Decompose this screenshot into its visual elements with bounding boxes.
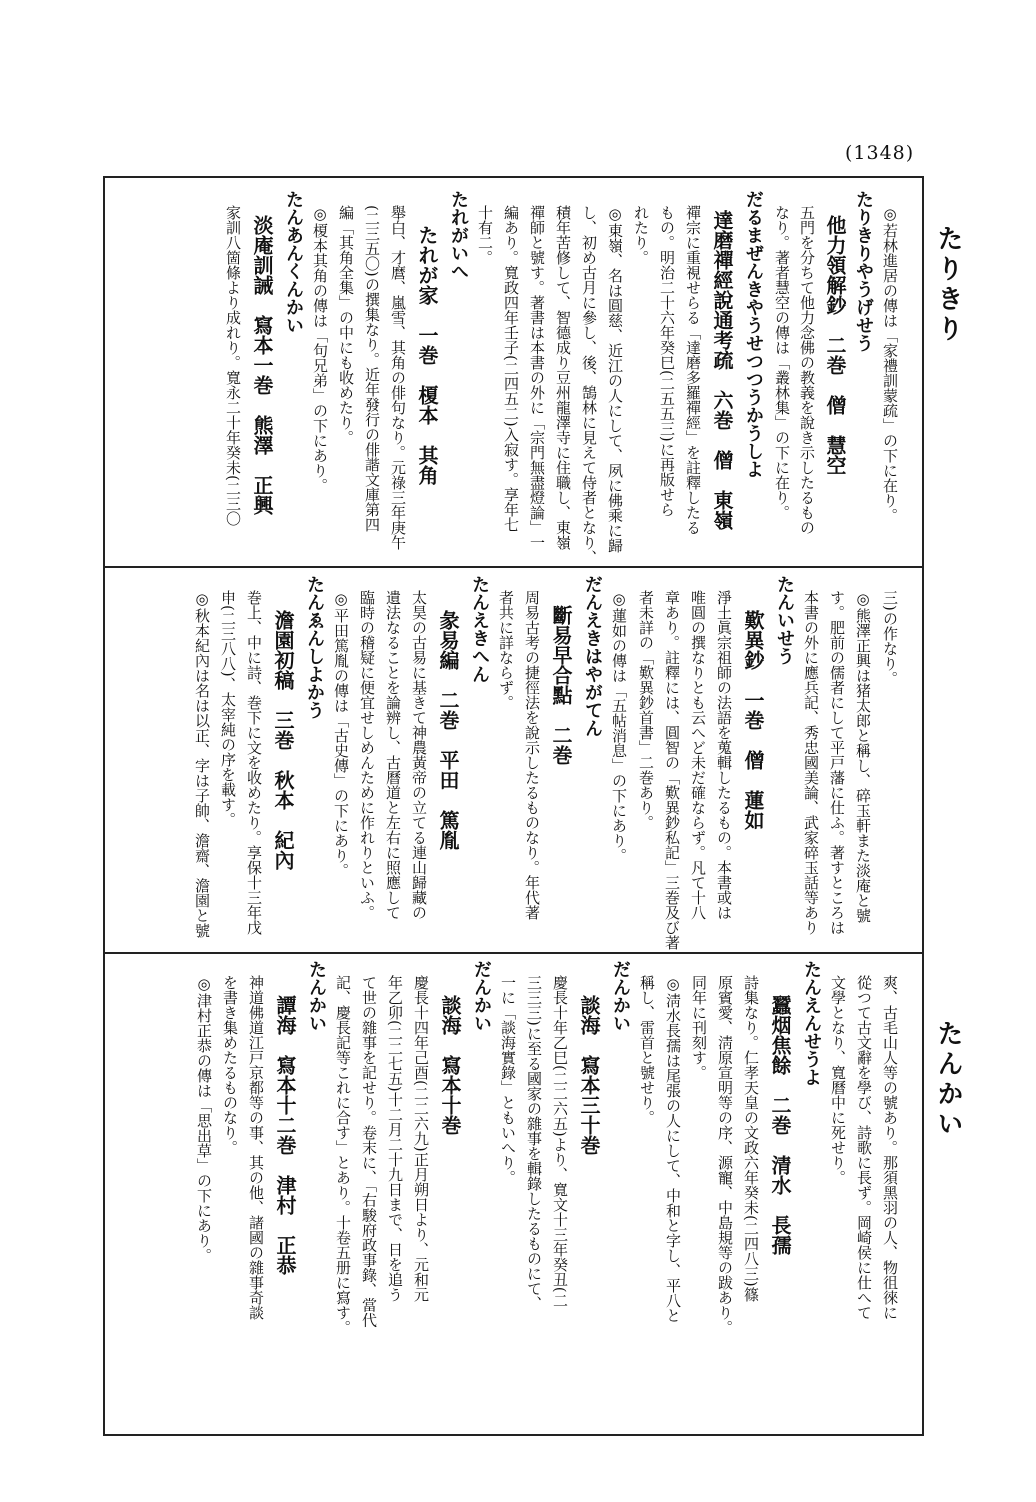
entry-title: 斷易早合點 二巻: [549, 605, 573, 765]
header-right: たりきり: [933, 225, 963, 345]
entry-reading: たんゑんしよかう: [304, 575, 325, 719]
entry-text: 編「其角全集」の中にも收めたり。: [337, 205, 355, 445]
entry-reading: だんえきはやがてん: [582, 575, 603, 737]
entry-title: 淡庵訓誡 寫本一巻 熊澤 正興: [250, 215, 274, 515]
entry-text: ◎津村正恭の傳は「思出草」の下にあり。: [195, 975, 213, 1263]
entry-text: 禪宗に重視せらる「達磨多羅禪經」を註釋したる: [684, 205, 702, 535]
entry-text: ◎東嶺、名は圓慈、近江の人にして、夙に佛乘に歸: [606, 205, 624, 553]
entry-text: 同年に刊刻す。: [690, 975, 708, 1080]
entry-text: 淨土眞宗祖師の法語を蒐輯したるもの。本書或は: [715, 590, 733, 920]
header-left: たんかい: [933, 1020, 963, 1140]
entry-text: 原賓愛、淸原宣明等の序、源寵、中島規等の跋あり。: [716, 975, 734, 1335]
entry-text: ◎熊澤正興は猪太郎と稱し、碎玉軒また淡庵と號: [854, 590, 872, 923]
entry-text: 五門を分ちて他力念佛の教義を說き示したるもの: [798, 205, 816, 535]
entry-title: たれが家 一巻 榎本 其角: [415, 225, 439, 485]
entry-text: 本書の外に應兵記、秀忠國美論、武家碎玉話等あり: [802, 590, 820, 935]
entry-title: 達磨禪經說通考疏 六巻 僧 東嶺: [710, 210, 734, 530]
entry-text: 三)の作なり。: [881, 590, 899, 686]
entry-text: 申(二三八八)、太宰純の序を載す。: [219, 590, 237, 827]
entry-text: なり。著者慧空の傳は「叢林集」の下に在り。: [773, 205, 791, 520]
entry-text: 積年苦修して、智德成り豆州龍澤寺に住職し、東嶺: [554, 205, 572, 550]
entry-text: 慶長十四年己酉(二二六九)正月朔日より、元和元: [412, 975, 430, 1302]
entry-reading: たりきりやうげせう: [853, 190, 874, 352]
entry-text: 唯圓の撰なりとも云へど未だ確ならず。凡て十八: [689, 590, 707, 920]
entry-text: 文學となり、寬曆中に死せり。: [829, 975, 847, 1185]
entry-text: 禪師と號す。著書は本書の外に「宗門無盡燈論」一: [528, 205, 546, 550]
entry-text: 從つて古文辭を學び、詩歌に長ず。岡崎侯に仕へて: [855, 975, 873, 1320]
entry-reading: たんかい: [306, 960, 327, 1032]
entry-title: 歎異鈔 一巻 僧 蓮如: [741, 610, 765, 830]
entry-text: す。肥前の儒者にして平戸藩に仕ふ。著すところは: [828, 590, 846, 935]
entry-text: 爽、古毛山人等の號あり。那須黑羽の人、物徂徠に: [881, 975, 899, 1320]
entry-text: ◎榎本其角の傳は「句兄弟」の下にあり。: [311, 205, 329, 493]
entry-text: 臨時の稽疑に便宜せしめんために作れりといふ。: [358, 590, 376, 920]
entry-text: 慶長十年乙巳(二二六五)より、寬文十三年癸丑(二: [551, 975, 569, 1308]
entry-title: 譚海 寫本十二巻 津村 正恭: [273, 995, 297, 1275]
entry-text: 詩集なり。仁孝天皇の文政六年癸未(二四八三)篠: [742, 975, 760, 1302]
entry-text: 遺法なることを論辨し、古曆道と左右に照應して: [384, 590, 402, 920]
entry-reading: たんえんせうよ: [801, 960, 822, 1086]
entry-text: 太昊の古易に基きて神農黃帝の立てる連山歸藏の: [410, 590, 428, 920]
entry-text: ◎秋本紀內は名は以正、字は子帥、澹齋、澹園と號: [193, 590, 211, 938]
entry-reading: たんいせう: [774, 575, 795, 665]
entry-text: 舉白、才麿、嵐雪、其角の俳句なり。元祿三年庚午: [389, 205, 407, 550]
entry-text: もの。明治二十六年癸巳(二五五三)に再版せら: [658, 205, 676, 517]
entry-text: 十有二。: [476, 205, 494, 265]
page-number: (1348): [845, 142, 915, 164]
entry-text: 者共に詳ならず。: [497, 590, 515, 710]
entry-reading: たれがいへ: [448, 190, 469, 280]
entry-title: 蠶烟焦餘 二巻 清水 長孺: [768, 995, 792, 1255]
entry-text: し、初め古月に參し、後、鵠林に見えて侍者となり、: [580, 205, 598, 565]
entry-text: 者未詳の「歎異鈔首書」二巻あり。: [637, 590, 655, 830]
entry-text: れたり。: [632, 205, 650, 265]
entry-title: 他力領解鈔 二巻 僧 慧空: [823, 215, 847, 475]
entry-reading: だるまぜんきやうせつつうかうしよ: [743, 190, 764, 478]
section-divider: [103, 952, 924, 954]
entry-text: て世の雜事を記せり。卷末に、「右駿府政事錄、當代: [360, 975, 378, 1328]
entry-text: 巻上、中に詩、巻下に文を收めたり。享保十三年戊: [245, 590, 263, 935]
entry-text: 神道佛道江戸京都等の事、其の他、諸國の雜事奇談: [247, 975, 265, 1320]
entry-text: 一に「談海實錄」ともいへり。: [499, 975, 517, 1185]
entry-text: 稱し、雷首と號せり。: [638, 975, 656, 1125]
entry-text: 三三三)に至る國家の雜事を輯錄したるものにて、: [525, 975, 543, 1311]
entry-text: 年乙卯(二二七五)十二月二十九日まで、日を追う: [386, 975, 404, 1302]
entry-reading: たんあんくんかい: [283, 190, 304, 334]
entry-text: ◎淸水長孺は尾張の人にして、中和と字し、平八と: [664, 975, 682, 1323]
entry-text: (二三五〇)の撰集なり。近年發行の俳諧文庫第四: [363, 205, 381, 532]
entry-reading: たんえきへん: [469, 575, 490, 683]
entry-reading: だんかい: [471, 960, 492, 1032]
entry-title: 彖易編 二巻 平田 篤胤: [436, 610, 460, 850]
entry-text: 家訓八箇條より成れり。寬永二十年癸未(二三〇: [224, 205, 242, 526]
entry-text: ◎蓮如の傳は「五帖消息」の下にあり。: [610, 590, 628, 863]
entry-text: を書き集めたるものなり。: [221, 975, 239, 1155]
entry-title: 澹園初稿 三巻 秋本 紀內: [271, 610, 295, 870]
entry-text: 周易古考の捷徑法を說示したるものなり。年代著: [523, 590, 541, 920]
entry-text: ◎若林進居の傳は「家禮訓蒙疏」の下に在り。: [881, 205, 899, 523]
entry-text: 記、慶長記等これに合す」とあり。十卷五册に寫す。: [334, 975, 352, 1335]
entry-text: ◎平田篤胤の傳は「古史傳」の下にあり。: [332, 590, 350, 878]
entry-text: 編あり。寬政四年壬子(二四五二)入寂す。享年七: [502, 205, 520, 532]
entry-title: 談海 寫本十巻: [438, 995, 462, 1135]
entry-reading: だんかい: [610, 960, 631, 1032]
section-divider: [103, 566, 924, 568]
entry-title: 談海 寫本三十巻: [577, 995, 601, 1155]
entry-text: 章あり。註釋には、圓智の「歎異鈔私記」三巻及び著: [663, 590, 681, 950]
